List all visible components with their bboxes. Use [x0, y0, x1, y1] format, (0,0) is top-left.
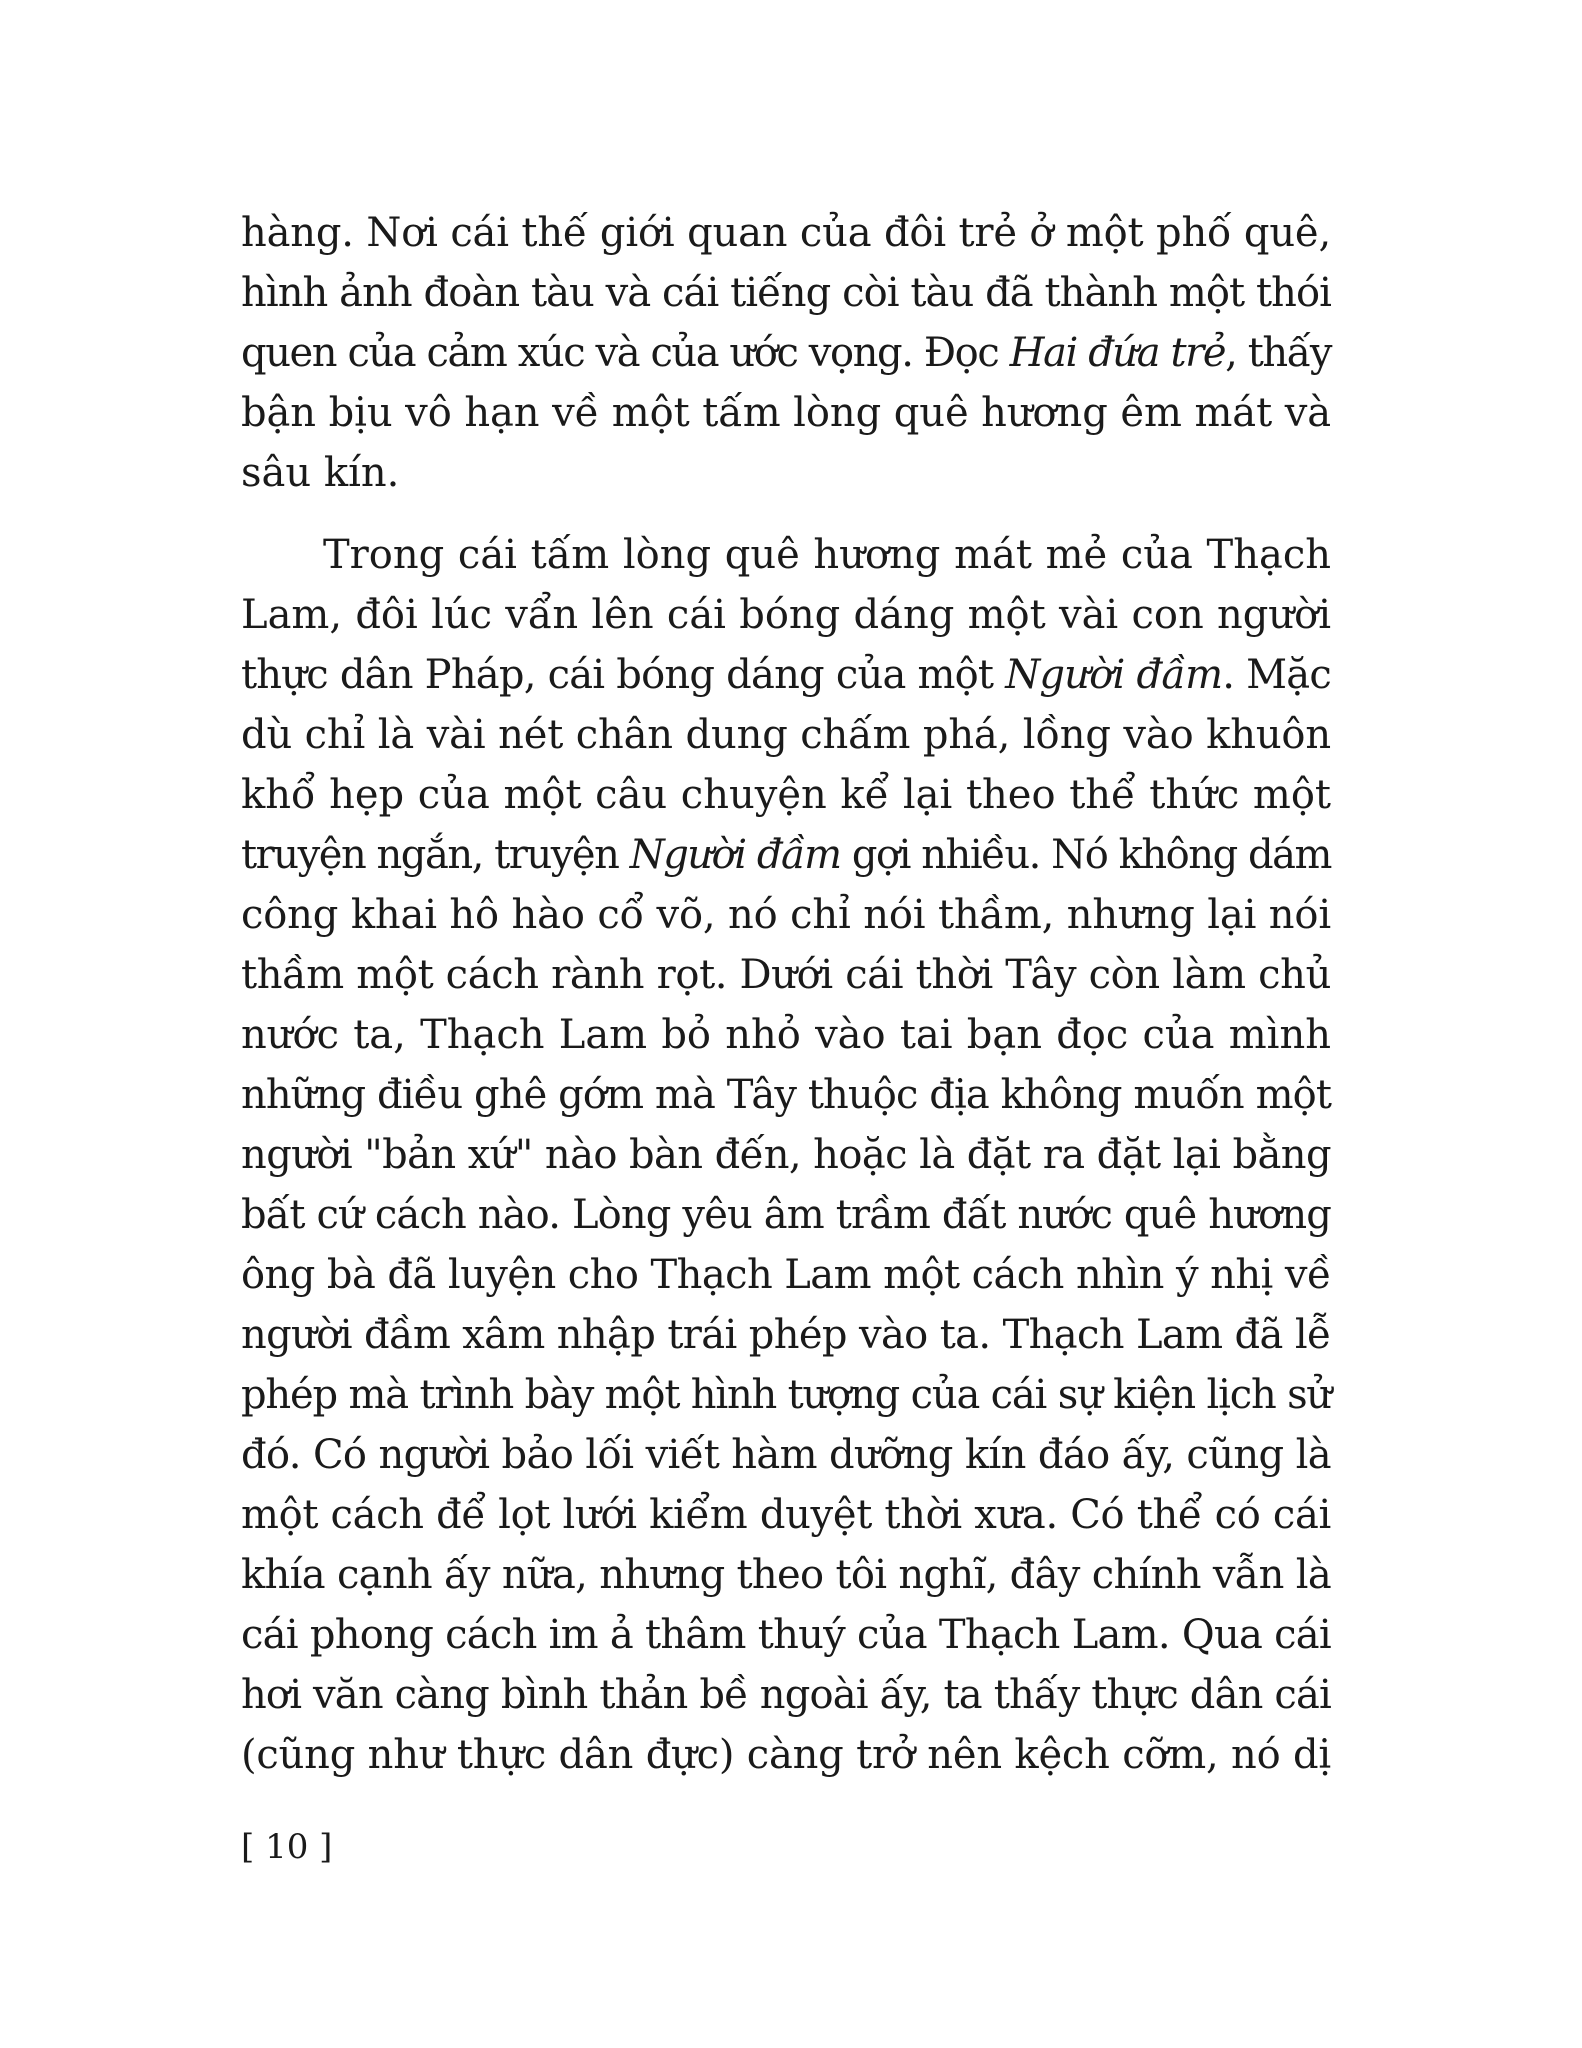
text-line	[241, 1605, 1331, 1665]
text-line	[241, 443, 1331, 503]
text-line	[241, 1125, 1331, 1185]
text-line	[241, 1545, 1331, 1605]
line-text: người "bản xứ" nào bàn đến, hoặc là đặt ra đặt lại bằng	[241, 1132, 1331, 1178]
line-text: dù chỉ là vài nét chân dung chấm phá, lồng vào khuôn	[241, 712, 1331, 758]
text-line	[241, 585, 1331, 645]
line-text: quen của cảm xúc và của ước vọng. Đọc	[241, 330, 999, 376]
line-text-with-title	[241, 645, 1331, 705]
line-text: người đầm xâm nhập trái phép vào ta. Thạch Lam đã lễ	[241, 1312, 1331, 1358]
text-line	[241, 885, 1331, 945]
line-text: bất cứ cách nào. Lòng yêu âm trầm đất nước quê hương	[241, 1192, 1331, 1238]
line-text: ông bà đã luyện cho Thạch Lam một cách nhìn ý nhị về	[241, 1252, 1331, 1298]
text-line	[241, 645, 1331, 705]
line-text: (cũng như thực dân đực) càng trở nên kệch cỡm, nó dị	[241, 1732, 1331, 1778]
text-line	[241, 1485, 1331, 1545]
text-line	[241, 705, 1331, 765]
line-text: khổ hẹp của một câu chuyện kể lại theo thể thức một	[241, 772, 1331, 818]
text-line	[241, 203, 1331, 263]
line-text: hàng. Nơi cái thế giới quan của đôi trẻ ở một phố quê,	[241, 210, 1331, 256]
text-line	[241, 825, 1331, 885]
line-text: bận bịu vô hạn về một tấm lòng quê hương êm mát và	[241, 390, 1331, 436]
line-text: hơi văn càng bình thản bề ngoài ấy, ta thấy thực dân cái	[241, 1672, 1331, 1718]
line-text: Trong cái tấm lòng quê hương mát mẻ của Thạch	[323, 532, 1331, 578]
paragraph-2	[241, 525, 1331, 1785]
line-text: công khai hô hào cổ võ, nó chỉ nói thầm, nhưng lại nói	[241, 892, 1331, 938]
line-text: thầm một cách rành rọt. Dưới cái thời Tây còn làm chủ	[241, 952, 1331, 998]
line-text-with-title	[241, 825, 1331, 885]
line-text: gợi nhiều. Nó không dám	[851, 832, 1332, 878]
story-title-italic: Người đầm	[1005, 652, 1223, 698]
line-text: hình ảnh đoàn tàu và cái tiếng còi tàu đã thành một thói	[241, 270, 1331, 316]
text-line	[241, 383, 1331, 443]
text-line	[241, 323, 1331, 383]
text-line	[241, 1185, 1331, 1245]
text-line	[241, 1245, 1331, 1305]
text-line	[241, 1005, 1331, 1065]
line-text: khía cạnh ấy nữa, nhưng theo tôi nghĩ, đây chính vẫn là	[241, 1552, 1332, 1598]
line-text-with-title	[241, 323, 1331, 383]
text-line	[241, 1725, 1331, 1785]
line-text: sâu kín.	[241, 450, 400, 496]
story-title-italic: Người đầm	[629, 832, 841, 878]
line-text: những điều ghê gớm mà Tây thuộc địa không muốn một	[241, 1072, 1332, 1118]
line-text: Lam, đôi lúc vẩn lên cái bóng dáng một vài con người	[241, 592, 1331, 638]
line-text: nước ta, Thạch Lam bỏ nhỏ vào tai bạn đọc của mình	[241, 1012, 1331, 1058]
text-line	[241, 1425, 1331, 1485]
text-line	[241, 1665, 1331, 1725]
line-text: cái phong cách im ả thâm thuý của Thạch Lam. Qua cái	[241, 1612, 1331, 1658]
line-text: , thấy	[1225, 330, 1332, 376]
body-text	[241, 203, 1331, 1785]
line-text: đó. Có người bảo lối viết hàm dưỡng kín đáo ấy, cũng là	[241, 1432, 1331, 1478]
text-line	[241, 1305, 1331, 1365]
text-line	[241, 263, 1331, 323]
text-line	[241, 765, 1331, 825]
line-text: một cách để lọt lưới kiểm duyệt thời xưa. Có thể có cái	[241, 1492, 1331, 1538]
book-title-italic: Hai đứa trẻ	[1009, 330, 1226, 376]
text-line	[241, 1365, 1331, 1425]
line-text: thực dân Pháp, cái bóng dáng của một	[241, 652, 994, 698]
line-text: . Mặc	[1222, 652, 1332, 698]
text-line	[241, 1065, 1331, 1125]
text-line	[241, 525, 1331, 585]
page-number: [ 10 ]	[241, 1827, 333, 1867]
paragraph-1	[241, 203, 1331, 503]
line-text: truyện ngắn, truyện	[241, 832, 619, 878]
text-line	[241, 945, 1331, 1005]
line-text: phép mà trình bày một hình tượng của cái sự kiện lịch sử	[241, 1372, 1332, 1418]
